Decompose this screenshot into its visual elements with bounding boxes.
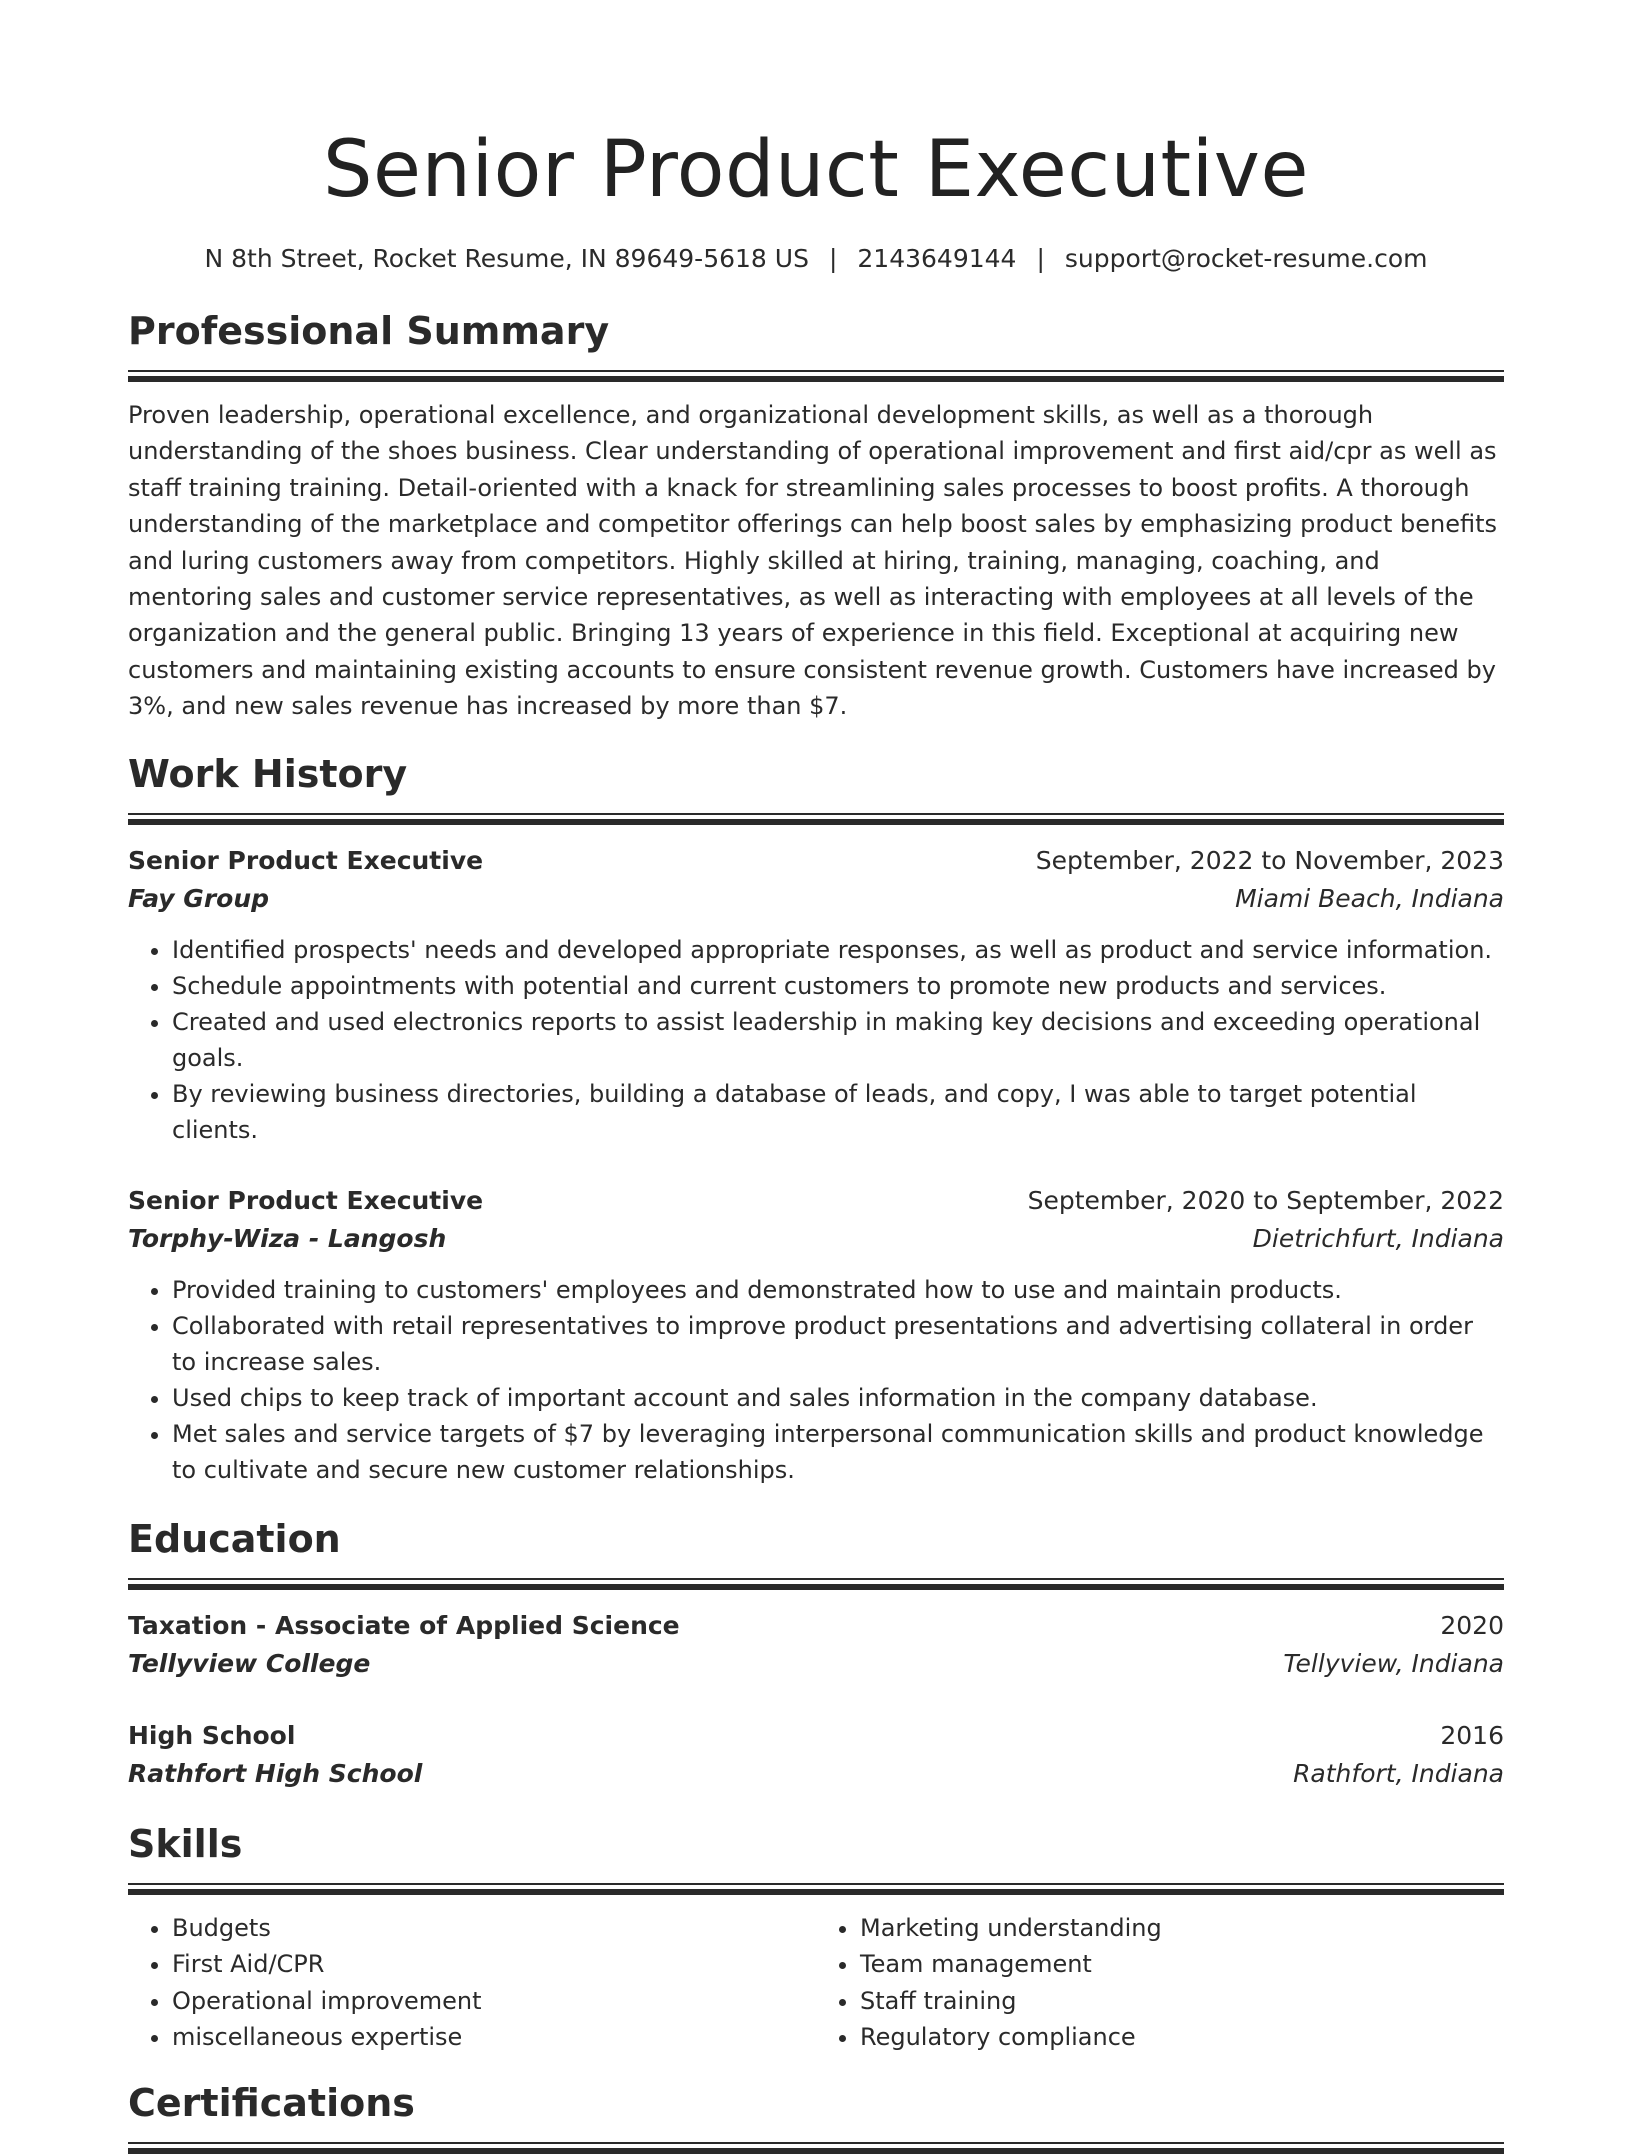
section-title-certifications: Certifications [128, 2080, 415, 2125]
contact-address: N 8th Street, Rocket Resume, IN 89649-5618 US [204, 244, 809, 273]
job-subheader [128, 1220, 1504, 1258]
job-bullet: • Created and used electronics reports to assist leadership in making key decisions and exceeding operational goals. [172, 1004, 1504, 1076]
education-degree: High School [128, 1720, 296, 1750]
job-bullet: • Met sales and service targets of $7 by leveraging interpersonal communication skills and product knowledge to cultivate and secure new customer relationships. [172, 1416, 1504, 1488]
education-subheader [128, 1755, 1504, 1793]
job-dates: September, 2022 to November, 2023 [1035, 845, 1504, 875]
education-subheader [128, 1645, 1504, 1683]
summary-section [128, 306, 1504, 725]
job-role: Senior Product Executive [128, 845, 484, 875]
section-divider [128, 370, 1504, 383]
education-year: 2020 [1440, 1610, 1504, 1640]
job-location: Miami Beach, Indiana [1235, 883, 1504, 913]
contact-separator: | [828, 244, 838, 273]
skills-grid [128, 1910, 1504, 2056]
education-year: 2016 [1440, 1720, 1504, 1750]
job-entry [128, 1182, 1504, 1488]
skill-item: • Regulatory compliance [860, 2019, 1504, 2056]
section-divider [128, 1883, 1504, 1896]
job-role: Senior Product Executive [128, 1185, 484, 1215]
job-bullet: • Provided training to customers' employees and demonstrated how to use and maintain products. [172, 1272, 1504, 1308]
contact-phone: 2143649144 [857, 244, 1017, 273]
section-title-skills: Skills [128, 1821, 243, 1866]
education-degree: Taxation - Associate of Applied Science [128, 1610, 680, 1640]
job-bullet: • By reviewing business directories, building a database of leads, and copy, I was able to target potential clients. [172, 1076, 1504, 1148]
job-dates: September, 2020 to September, 2022 [1027, 1185, 1504, 1215]
contact-email: support@rocket-resume.com [1064, 244, 1428, 273]
certifications-section [128, 2078, 1504, 2155]
education-entry [128, 1717, 1504, 1793]
section-divider [128, 2142, 1504, 2155]
education-section [128, 1514, 1504, 1793]
job-bullet: • Identified prospects' needs and developed appropriate responses, as well as product and service information. [172, 932, 1504, 968]
job-header [128, 842, 1504, 880]
education-header [128, 1607, 1504, 1645]
job-company: Torphy-Wiza - Langosh [128, 1223, 447, 1253]
education-header [128, 1717, 1504, 1755]
skill-item: • miscellaneous expertise [172, 2019, 816, 2056]
skill-item: • Operational improvement [172, 1983, 816, 2020]
job-bullets [128, 1272, 1504, 1488]
skill-item: • First Aid/CPR [172, 1946, 816, 1983]
section-divider [128, 813, 1504, 826]
job-bullet: • Used chips to keep track of important account and sales information in the company database. [172, 1380, 1504, 1416]
education-entry [128, 1607, 1504, 1683]
job-bullets [128, 932, 1504, 1148]
job-subheader [128, 880, 1504, 918]
section-title-summary: Professional Summary [128, 309, 610, 353]
resume-name: Senior Product Executive [323, 125, 1309, 215]
skill-item: • Staff training [860, 1983, 1504, 2020]
education-location: Tellyview, Indiana [1283, 1648, 1504, 1678]
job-location: Dietrichfurt, Indiana [1252, 1223, 1504, 1253]
skill-item: • Marketing understanding [860, 1910, 1504, 1947]
education-school: Rathfort High School [128, 1758, 423, 1788]
summary-text: Proven leadership, operational excellence, and organizational development skills, as well as a thorough understanding of the shoes business. Clear understanding of operational improvement and first aid/cpr as well as staff training training. Detail-oriented with a knack for streamlining sales processes to boost profits. A thorough understanding of the marketplace and competitor offerings can help boost sales by emphasizing product benefits and luring customers away from competitors. Highly skilled at hiring, training, managing, coaching, and mentoring sales and customer service representatives, as well as interacting with employees at all levels of the organization and the general public. Bringing 13 years of experience in this field. Exceptional at acquiring new customers and maintaining existing accounts to ensure consistent revenue growth. Customers have increased by 3%, and new sales revenue has increased by more than $7. [128, 401, 1498, 721]
education-location: Rathfort, Indiana [1293, 1758, 1504, 1788]
contact-separator: | [1036, 244, 1045, 273]
work-history-section [128, 749, 1504, 1488]
job-bullet: • Schedule appointments with potential and current customers to promote new products and services. [172, 968, 1504, 1004]
skill-item: • Team management [860, 1946, 1504, 1983]
job-bullet: • Collaborated with retail representatives to improve product presentations and advertising collateral in order to increase sales. [172, 1308, 1504, 1380]
skill-item: • Budgets [172, 1910, 816, 1947]
skills-column-right [816, 1910, 1504, 2056]
section-title-work: Work History [128, 751, 408, 796]
job-company: Fay Group [128, 883, 270, 913]
job-header [128, 1182, 1504, 1220]
job-entry [128, 842, 1504, 1148]
section-divider [128, 1578, 1504, 1591]
skills-section [128, 1819, 1504, 2056]
education-school: Tellyview College [128, 1648, 371, 1678]
contact-line [128, 242, 1504, 276]
section-title-education: Education [128, 1516, 341, 1561]
skills-column-left [128, 1910, 816, 2056]
